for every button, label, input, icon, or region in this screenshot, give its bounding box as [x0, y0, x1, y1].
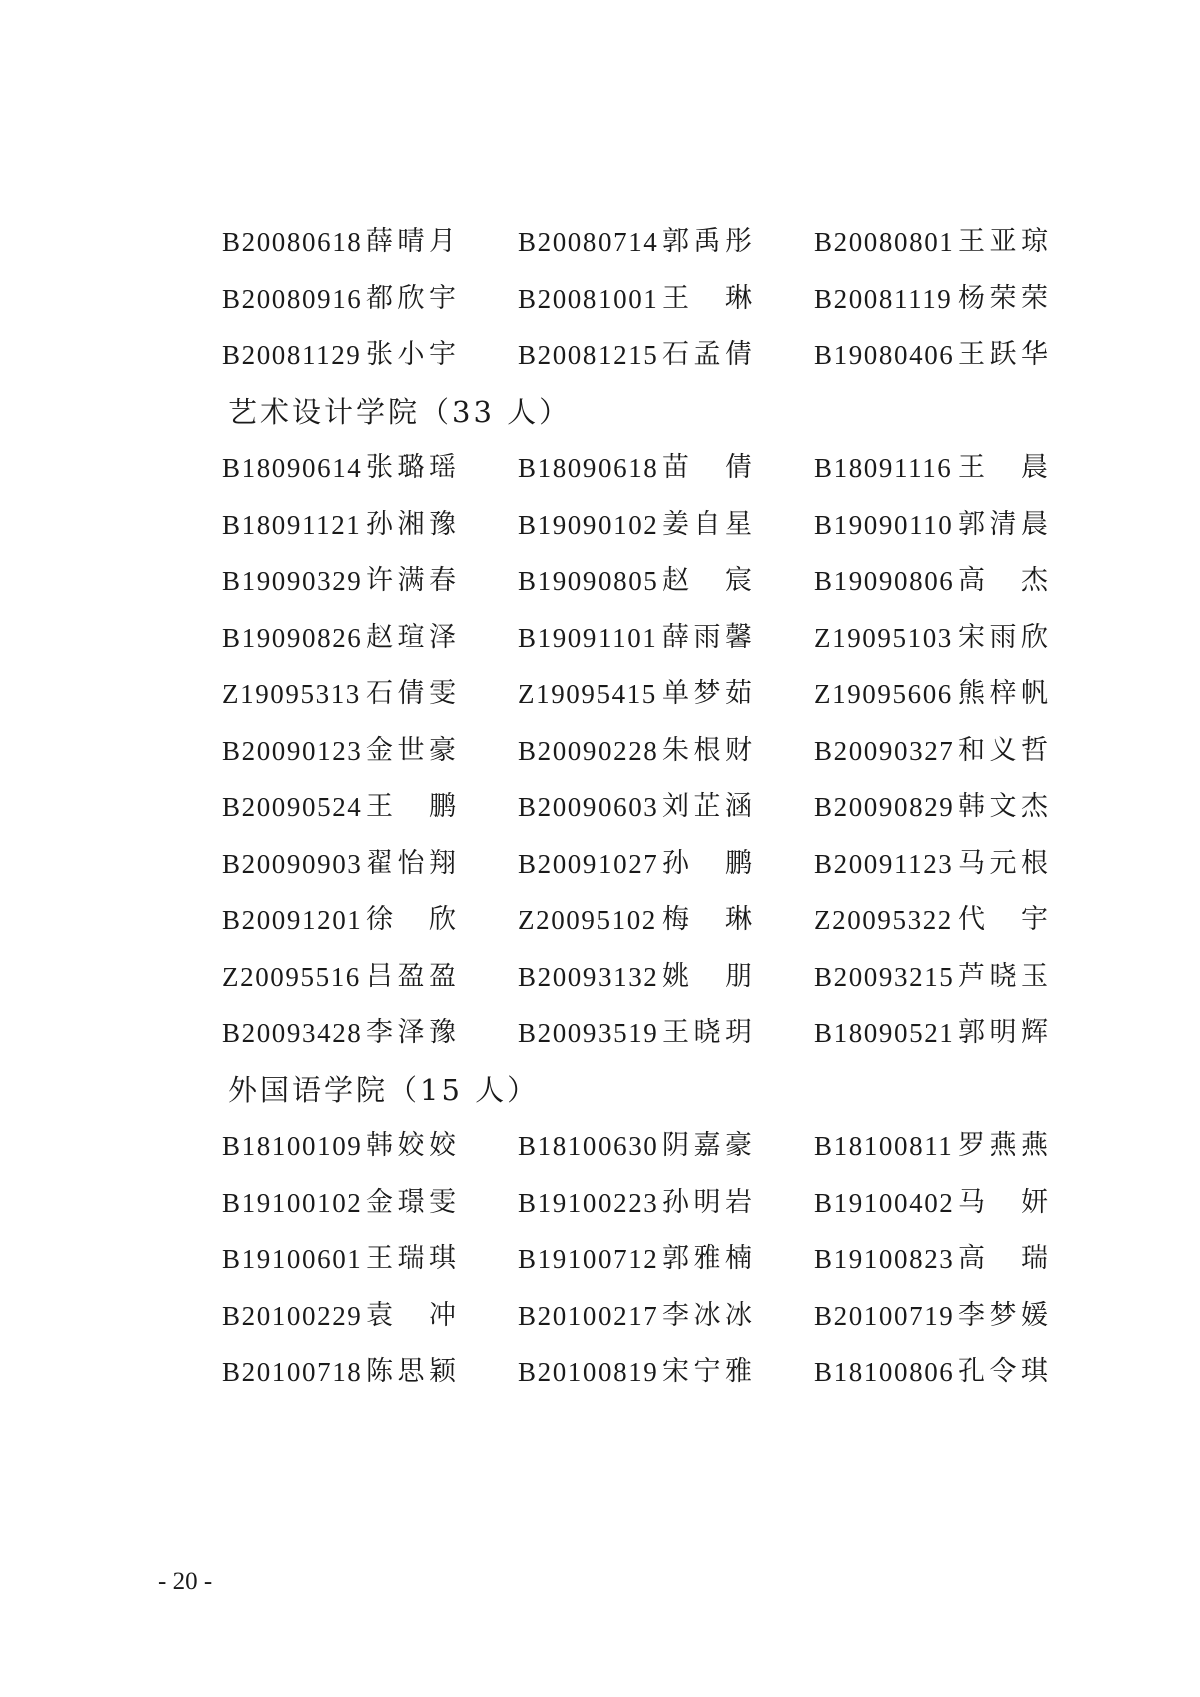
- student-name: 代 宇: [958, 904, 1050, 935]
- student-entry: [814, 844, 1050, 884]
- student-entry: [814, 1013, 1050, 1053]
- student-id: B20080714: [518, 227, 659, 257]
- student-entry: [518, 561, 754, 601]
- student-name: 李冰冰: [662, 1299, 754, 1331]
- student-entry: [518, 787, 754, 827]
- student-id: B19100712: [518, 1244, 659, 1274]
- student-name: 薛晴月: [366, 226, 458, 257]
- student-name: 苗 倩: [662, 452, 754, 483]
- student-name: 马元根: [958, 847, 1050, 879]
- student-entry: [518, 1296, 754, 1336]
- student-row: [222, 1013, 1052, 1053]
- student-entry: [222, 618, 458, 658]
- student-entry: [814, 1126, 1050, 1166]
- student-id: B20100229: [222, 1300, 363, 1331]
- student-entry: [222, 561, 458, 601]
- student-id: B20081001: [518, 283, 659, 314]
- student-name: 金璟雯: [366, 1186, 458, 1218]
- student-row: [222, 731, 1052, 771]
- student-id: B19100102: [222, 1187, 363, 1218]
- student-name: 郭禹彤: [662, 226, 754, 257]
- student-id: B20090123: [222, 735, 363, 766]
- student-entry: [518, 844, 754, 884]
- student-name: 张小宇: [366, 339, 458, 370]
- student-name: 孙湘豫: [366, 508, 458, 540]
- student-name: 郭雅楠: [662, 1243, 754, 1274]
- student-entry: [518, 335, 754, 375]
- student-entry: [222, 1126, 458, 1166]
- student-name: 朱根财: [662, 734, 754, 766]
- student-id: B20100217: [518, 1300, 659, 1331]
- student-entry: [814, 448, 1050, 488]
- student-name: 金世豪: [366, 734, 458, 766]
- student-row: [222, 674, 1052, 714]
- student-name: 张璐瑶: [366, 452, 458, 483]
- student-id: B18100630: [518, 1131, 659, 1161]
- student-name: 许满春: [366, 565, 458, 596]
- student-entry: [518, 505, 754, 545]
- student-id: B20090603: [518, 792, 659, 822]
- student-id: B20081119: [814, 283, 953, 314]
- student-entry: [518, 957, 754, 997]
- student-entry: [814, 618, 1050, 658]
- student-name: 翟怡翔: [366, 847, 458, 879]
- student-name: 王 鹏: [366, 791, 458, 822]
- student-name: 高 杰: [958, 565, 1050, 596]
- student-row: [222, 1296, 1052, 1336]
- student-entry: [222, 1352, 458, 1392]
- student-name: 郭明辉: [958, 1017, 1050, 1048]
- student-id: Z19095606: [814, 679, 953, 709]
- student-name: 王晓玥: [662, 1017, 754, 1048]
- student-id: B18100806: [814, 1357, 955, 1387]
- student-name: 杨荣荣: [958, 282, 1050, 314]
- student-name: 薛雨馨: [662, 621, 754, 653]
- student-entry: [814, 279, 1050, 319]
- student-id: Z20095322: [814, 905, 953, 935]
- student-id: B19100402: [814, 1187, 955, 1218]
- student-entry: [222, 222, 458, 262]
- student-name: 姜自星: [662, 508, 754, 540]
- student-id: B18091121: [222, 509, 362, 540]
- student-row: [222, 618, 1052, 658]
- student-entry: [518, 900, 754, 940]
- student-name: 孙明岩: [662, 1186, 754, 1218]
- student-id: B20080916: [222, 283, 363, 314]
- student-entry: [814, 900, 1050, 940]
- student-name: 袁 冲: [366, 1299, 458, 1331]
- student-name: 高 瑞: [958, 1243, 1050, 1274]
- student-entry: [518, 1239, 754, 1279]
- student-entry: [814, 787, 1050, 827]
- student-entry: [222, 1239, 458, 1279]
- student-entry: [814, 335, 1050, 375]
- student-id: B18091116: [814, 453, 953, 483]
- student-name: 王 琳: [662, 282, 754, 314]
- student-name: 韩姣姣: [366, 1130, 458, 1161]
- student-row: [222, 561, 1052, 601]
- student-entry: [518, 279, 754, 319]
- student-name: 单梦茹: [662, 678, 754, 709]
- student-id: B19100223: [518, 1187, 659, 1218]
- student-id: B20080618: [222, 227, 363, 257]
- student-entry: [518, 674, 754, 714]
- student-entry: [814, 1239, 1050, 1279]
- student-entry: [518, 1126, 754, 1166]
- student-id: Z19095103: [814, 622, 953, 653]
- student-id: B18100109: [222, 1131, 363, 1161]
- student-entry: [814, 1352, 1050, 1392]
- student-entry: [222, 335, 458, 375]
- student-name: 王 晨: [958, 452, 1050, 483]
- student-row: [222, 505, 1052, 545]
- student-id: Z19095313: [222, 679, 361, 709]
- student-entry: [222, 1296, 458, 1336]
- student-name: 李梦媛: [958, 1299, 1050, 1331]
- student-id: B20081215: [518, 340, 659, 370]
- student-entry: [518, 1183, 754, 1223]
- student-row: [222, 279, 1052, 319]
- student-id: B20090524: [222, 792, 363, 822]
- student-name: 罗燕燕: [958, 1130, 1050, 1161]
- student-name: 姚 朋: [662, 960, 754, 992]
- student-id: B19090826: [222, 622, 363, 653]
- student-entry: [518, 222, 754, 262]
- student-id: B19090805: [518, 566, 659, 596]
- student-name: 芦晓玉: [958, 960, 1050, 992]
- student-id: B20093519: [518, 1018, 659, 1048]
- student-name: 郭清晨: [958, 508, 1050, 540]
- student-id: B18090618: [518, 453, 659, 483]
- student-name: 王跃华: [958, 339, 1050, 370]
- student-entry: [814, 957, 1050, 997]
- student-name: 赵瑄泽: [366, 621, 458, 653]
- student-id: B18090614: [222, 453, 363, 483]
- student-name: 韩文杰: [958, 791, 1050, 822]
- student-entry: [518, 1013, 754, 1053]
- student-entry: [222, 900, 458, 940]
- student-id: B19100823: [814, 1244, 955, 1274]
- student-id: B20093428: [222, 1018, 363, 1048]
- student-id: B19080406: [814, 340, 955, 370]
- student-id: B19091101: [518, 622, 658, 653]
- student-name: 宋雨欣: [958, 621, 1050, 653]
- student-entry: [222, 505, 458, 545]
- section-heading: 艺术设计学院（33 人）: [228, 394, 572, 429]
- student-entry: [518, 731, 754, 771]
- student-id: B19090110: [814, 509, 954, 540]
- student-entry: [222, 957, 458, 997]
- student-entry: [518, 1352, 754, 1392]
- student-entry: [814, 222, 1050, 262]
- student-name: 赵 宸: [662, 565, 754, 596]
- student-id: B20100718: [222, 1357, 363, 1387]
- student-id: B18100811: [814, 1131, 954, 1161]
- student-row: [222, 1239, 1052, 1279]
- student-id: B20091027: [518, 848, 659, 879]
- student-id: B20091201: [222, 905, 363, 935]
- student-id: B20100819: [518, 1357, 659, 1387]
- student-row: [222, 957, 1052, 997]
- student-row: [222, 900, 1052, 940]
- student-name: 王瑞琪: [366, 1243, 458, 1274]
- student-entry: [518, 618, 754, 658]
- student-row: [222, 222, 1052, 262]
- student-name: 石孟倩: [662, 339, 754, 370]
- page-number: - 20 -: [158, 1568, 213, 1595]
- student-entry: [814, 505, 1050, 545]
- student-name: 陈思颖: [366, 1356, 458, 1387]
- student-id: B20081129: [222, 340, 362, 370]
- student-entry: [814, 1183, 1050, 1223]
- student-name: 李泽豫: [366, 1017, 458, 1048]
- student-row: [222, 844, 1052, 884]
- student-id: B20090228: [518, 735, 659, 766]
- student-name: 阴嘉豪: [662, 1130, 754, 1161]
- student-id: B19090806: [814, 566, 955, 596]
- student-id: B20090829: [814, 792, 955, 822]
- section-heading: 外国语学院（15 人）: [228, 1072, 540, 1107]
- student-row: [222, 335, 1052, 375]
- student-entry: [222, 731, 458, 771]
- student-name: 都欣宇: [366, 282, 458, 314]
- student-entry: [222, 844, 458, 884]
- student-name: 孔令琪: [958, 1356, 1050, 1387]
- student-name: 宋宁雅: [662, 1356, 754, 1387]
- student-row: [222, 1183, 1052, 1223]
- student-name: 马 妍: [958, 1186, 1050, 1218]
- student-name: 吕盈盈: [366, 960, 458, 992]
- student-id: B19090329: [222, 566, 363, 596]
- student-id: Z19095415: [518, 679, 657, 709]
- student-id: B20091123: [814, 848, 954, 879]
- student-entry: [814, 1296, 1050, 1336]
- student-entry: [222, 1013, 458, 1053]
- student-id: B20080801: [814, 227, 955, 257]
- student-id: B20090903: [222, 848, 363, 879]
- student-entry: [222, 448, 458, 488]
- student-name: 王亚琼: [958, 226, 1050, 257]
- student-row: [222, 1126, 1052, 1166]
- student-id: B20093132: [518, 961, 659, 992]
- student-name: 孙 鹏: [662, 847, 754, 879]
- student-name: 梅 琳: [662, 904, 754, 935]
- student-name: 石倩雯: [366, 678, 458, 709]
- student-entry: [222, 674, 458, 714]
- student-row: [222, 1352, 1052, 1392]
- student-name: 徐 欣: [366, 904, 458, 935]
- student-entry: [222, 787, 458, 827]
- student-row: [222, 448, 1052, 488]
- student-row: [222, 787, 1052, 827]
- student-id: B19090102: [518, 509, 659, 540]
- student-id: B20100719: [814, 1300, 955, 1331]
- student-entry: [518, 448, 754, 488]
- student-id: B20093215: [814, 961, 955, 992]
- student-id: B19100601: [222, 1244, 363, 1274]
- student-entry: [814, 674, 1050, 714]
- student-entry: [814, 731, 1050, 771]
- student-id: Z20095516: [222, 961, 361, 992]
- student-name: 刘芷涵: [662, 791, 754, 822]
- student-entry: [222, 279, 458, 319]
- student-name: 和义哲: [958, 734, 1050, 766]
- student-entry: [222, 1183, 458, 1223]
- student-id: B18090521: [814, 1018, 955, 1048]
- student-id: B20090327: [814, 735, 955, 766]
- student-name: 熊梓帆: [958, 678, 1050, 709]
- student-entry: [814, 561, 1050, 601]
- student-id: Z20095102: [518, 905, 657, 935]
